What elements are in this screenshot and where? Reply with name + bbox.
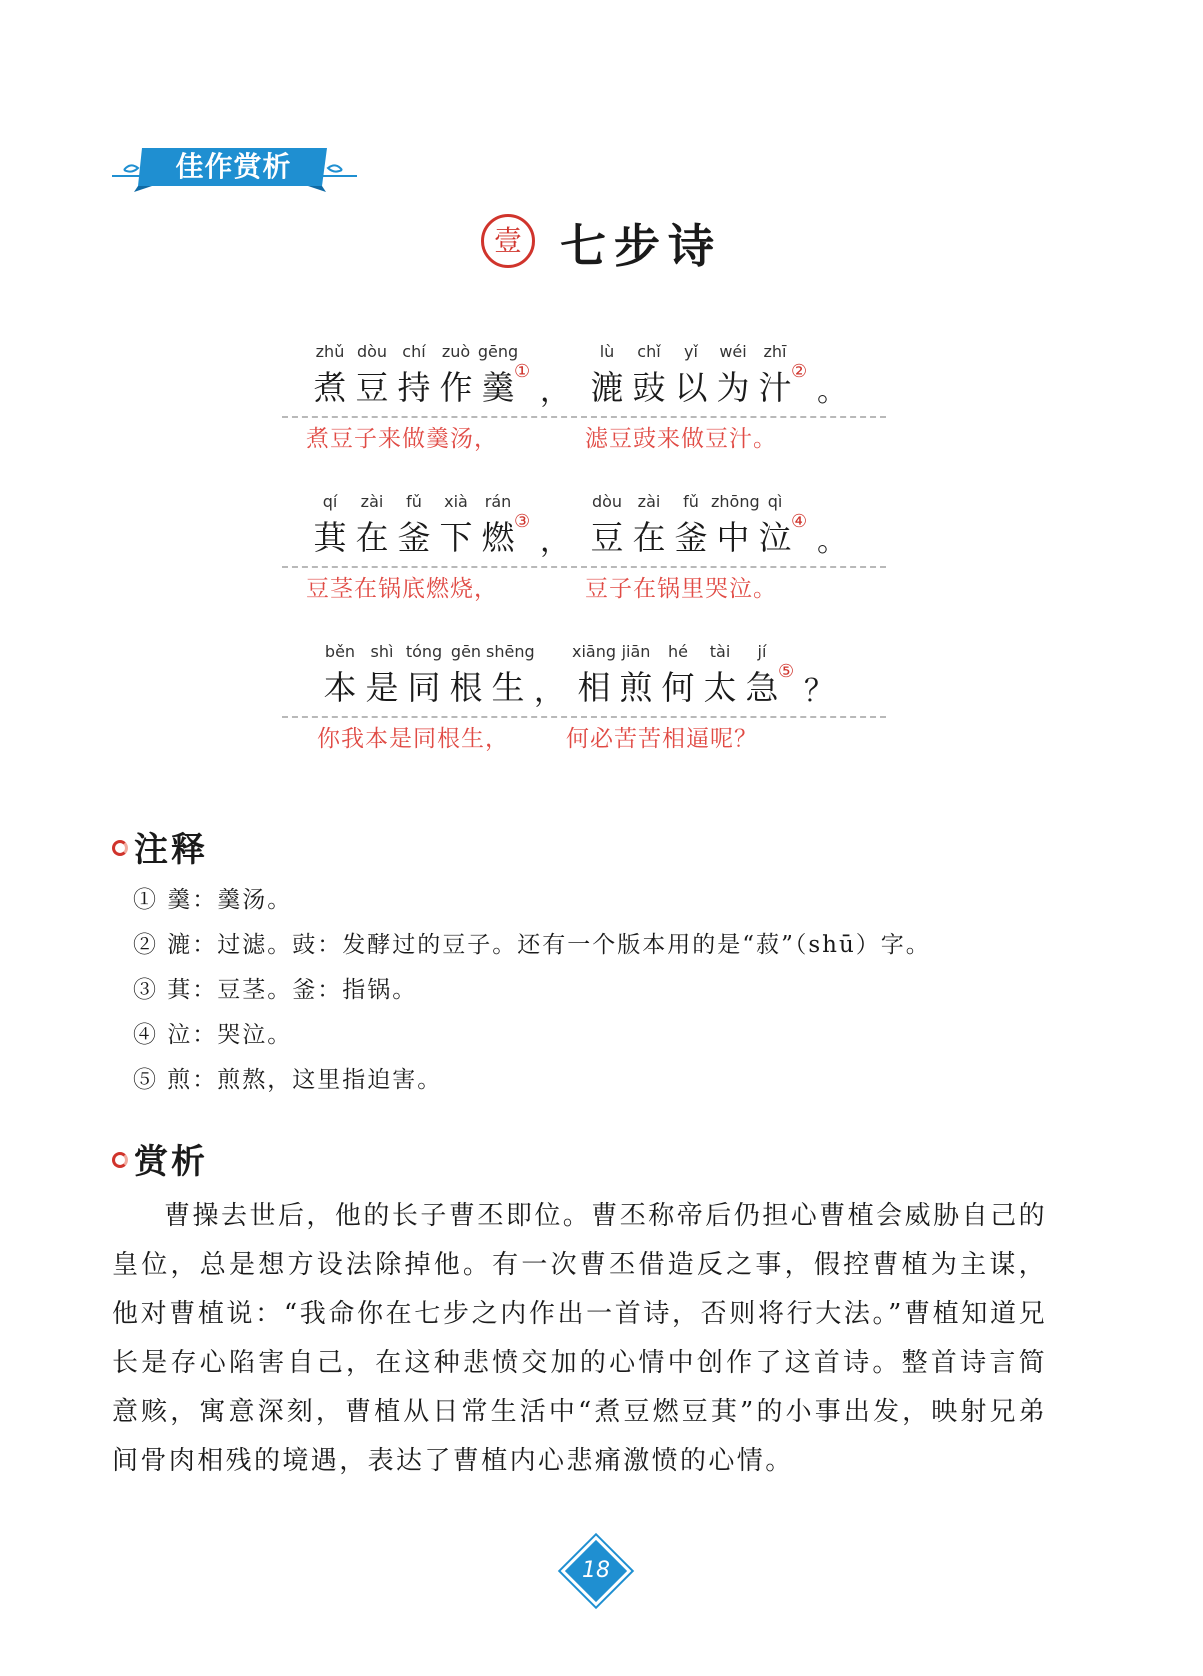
poem-character: 中 <box>716 518 750 557</box>
pinyin-syllable: tóng <box>405 642 443 661</box>
poem-character: 萁 <box>313 518 347 557</box>
pinyin-syllable: běn <box>324 642 356 661</box>
poem-character: 本 <box>323 668 357 707</box>
poem-character: 生 <box>491 668 525 707</box>
pinyin-syllable: jiān <box>621 642 651 661</box>
note-item: ③ 萁：豆茎。釜：指锅。 <box>133 977 418 1003</box>
pinyin-syllable: zuò <box>441 342 471 361</box>
translation-text: 何必苦苦相逼呢？ <box>566 726 758 752</box>
badge-label: 佳作赏析 <box>175 150 292 183</box>
pinyin-syllable: zhōng <box>711 492 760 511</box>
footnote-marker: ④ <box>791 511 808 532</box>
pinyin-syllable: fǔ <box>406 492 422 511</box>
pinyin-syllable: gēn <box>450 642 482 661</box>
poem-comma: ， <box>540 524 570 559</box>
poem-character: 煎 <box>619 668 653 707</box>
pinyin-syllable: xiāng <box>572 642 617 661</box>
pinyin-syllable: rán <box>484 492 512 511</box>
translation-text: 滤豆豉来做豆汁。 <box>585 426 777 452</box>
poem-end-punct: 。 <box>817 374 847 409</box>
translation-text: 你我本是同根生， <box>317 726 509 752</box>
pinyin-syllable: zhǔ <box>315 342 345 361</box>
poem-character: 燃 <box>481 518 515 557</box>
poem-character: 以 <box>674 368 708 407</box>
poem-character: 煮 <box>313 368 347 407</box>
poem-character: 釜 <box>397 518 431 557</box>
pinyin-syllable: chí <box>402 342 426 361</box>
pinyin-syllable: shēng <box>486 642 535 661</box>
poem-character: 同 <box>407 668 441 707</box>
note-item: ⑤ 煎：煎熬，这里指迫害。 <box>133 1067 443 1093</box>
poem-character: 为 <box>716 368 750 407</box>
pinyin-syllable: chǐ <box>637 342 661 361</box>
pinyin-syllable: zhī <box>763 342 787 361</box>
poem-character: 豆 <box>590 518 624 557</box>
footnote-marker: ① <box>514 361 531 382</box>
poem-character: 何 <box>661 668 695 707</box>
pinyin-syllable: qì <box>767 492 783 511</box>
poem-character: 作 <box>439 368 473 407</box>
pinyin-syllable: shì <box>370 642 394 661</box>
analysis-heading-label: 赏析 <box>134 1142 208 1182</box>
poem-character: 在 <box>632 518 666 557</box>
translation-text: 煮豆子来做羹汤， <box>306 426 498 452</box>
pinyin-syllable: fǔ <box>683 492 699 511</box>
title-text: 七步诗 <box>560 219 723 273</box>
pinyin-syllable: zài <box>637 492 661 511</box>
footnote-marker: ⑤ <box>778 661 795 682</box>
pinyin-syllable: jí <box>757 642 767 661</box>
page-number <box>565 1540 627 1602</box>
title-seal-icon: 壹 <box>481 214 535 268</box>
translation-text: 豆子在锅里哭泣。 <box>585 576 777 602</box>
pinyin-syllable: xià <box>444 492 468 511</box>
pinyin-syllable: dòu <box>356 342 388 361</box>
pinyin-syllable: hé <box>668 642 688 661</box>
poem-character: 在 <box>355 518 389 557</box>
footnote-marker: ② <box>791 361 808 382</box>
poem-end-punct: 。 <box>817 524 847 559</box>
poem-character: 羹 <box>481 368 515 407</box>
pinyin-syllable: tài <box>709 642 731 661</box>
note-item: ② 漉：过滤。豉：发酵过的豆子。还有一个版本用的是“菽”（shū）字。 <box>133 932 931 958</box>
poem-character: 相 <box>577 668 611 707</box>
page-number-text: 18 <box>582 1558 610 1583</box>
poem-title <box>0 210 1203 280</box>
poem-character: 太 <box>703 668 737 707</box>
pinyin-syllable: yǐ <box>684 342 698 361</box>
poem-character: 豉 <box>632 368 666 407</box>
note-item: ① 羹：羹汤。 <box>133 887 293 913</box>
poem-character: 豆 <box>355 368 389 407</box>
pinyin-syllable: lù <box>599 342 615 361</box>
section-bullet-icon <box>112 1152 128 1168</box>
poem-comma: ， <box>540 374 570 409</box>
section-badge <box>112 142 357 192</box>
footnote-marker: ③ <box>514 511 531 532</box>
poem-character: 根 <box>449 668 483 707</box>
pinyin-syllable: zài <box>360 492 384 511</box>
poem-character: 下 <box>439 518 473 557</box>
dashed-divider <box>282 566 886 568</box>
poem-character: 持 <box>397 368 431 407</box>
translation-text: 豆茎在锅底燃烧， <box>306 576 498 602</box>
analysis-paragraph: 曹操去世后，他的长子曹丕即位。曹丕称帝后仍担心曹植会威胁自己的皇位，总是想方设法除掉他。有一次曹丕借造反之事，假控曹植为主谋，他对曹植说：“我命你在七步之内作出一首诗，否则将行大法。”曹植知道兄长是存心陷害自己，在这种悲愤交加的心情中创作了这首诗。整首诗言简意赅，寓意深刻，曹植从日常生活中“煮豆燃豆萁”的小事出发，映射兄弟间骨肉相残的境遇，表达了曹植内心悲痛激愤的心情。 <box>112 1201 1047 1476</box>
poem-character: 是 <box>365 668 399 707</box>
poem-character: 釜 <box>674 518 708 557</box>
section-bullet-icon <box>112 840 128 856</box>
note-item: ④ 泣：哭泣。 <box>133 1022 293 1048</box>
pinyin-syllable: dòu <box>591 492 623 511</box>
dashed-divider <box>282 716 886 718</box>
poem-character: 急 <box>745 668 779 707</box>
poem-end-punct: ？ <box>804 674 834 709</box>
dashed-divider <box>282 416 886 418</box>
pinyin-syllable: gēng <box>477 342 519 361</box>
notes-heading-label: 注释 <box>134 830 208 870</box>
pinyin-syllable: wéi <box>719 342 747 361</box>
poem-character: 漉 <box>590 368 624 407</box>
poem-character: 汁 <box>758 368 792 407</box>
poem-comma: ， <box>534 674 564 709</box>
pinyin-syllable: qí <box>322 492 338 511</box>
poem-character: 泣 <box>758 518 792 557</box>
